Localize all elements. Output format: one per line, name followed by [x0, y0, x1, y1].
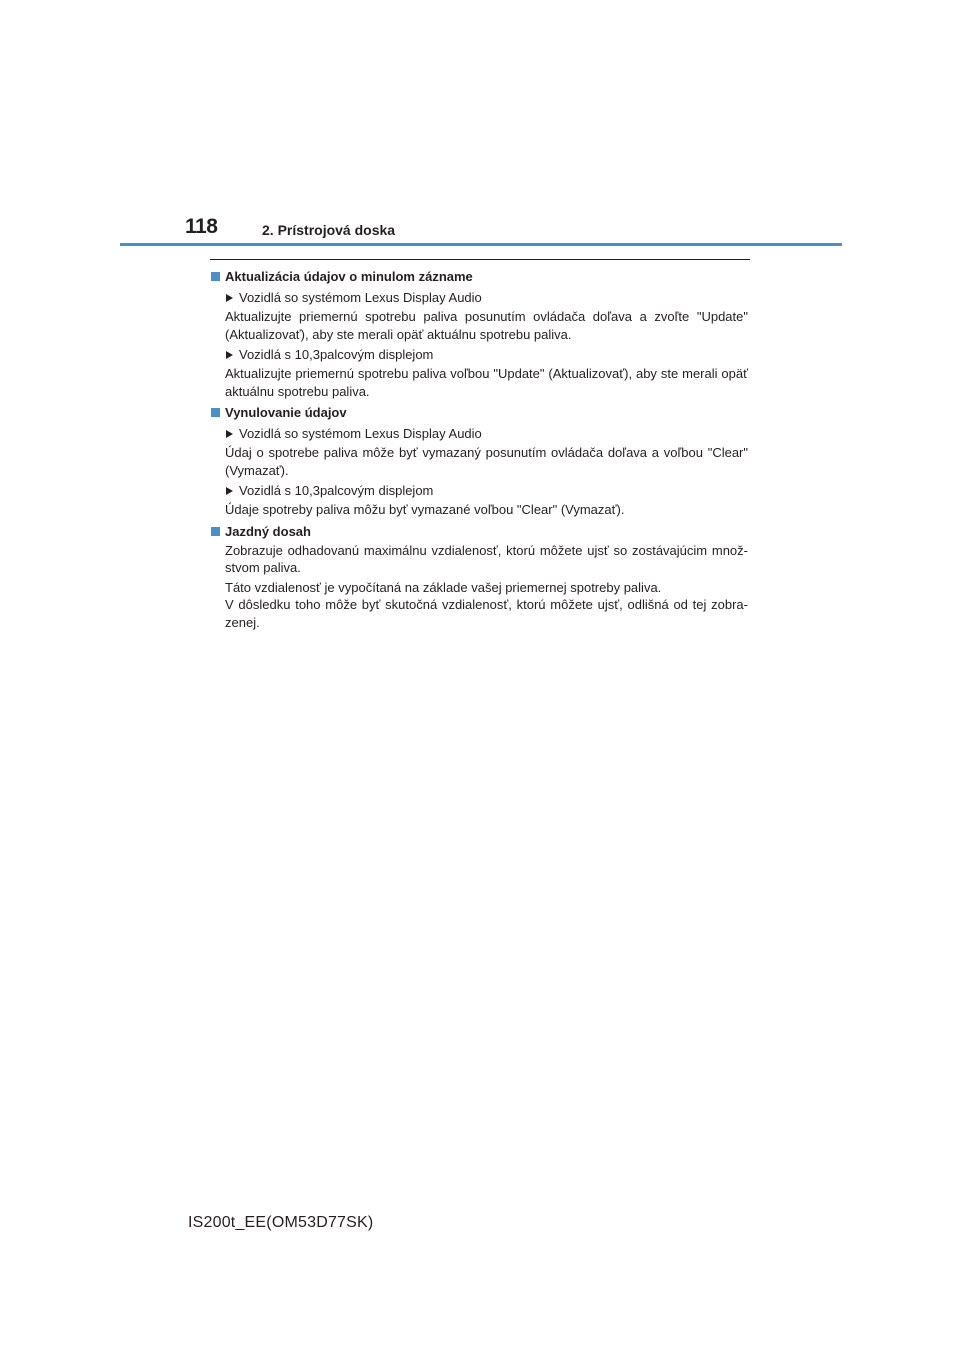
- section-heading: [210, 402, 748, 423]
- square-bullet-icon: [211, 408, 220, 417]
- triangle-bullet-icon: [226, 294, 233, 302]
- model-code: IS200t_EE(OM53D77SK): [188, 1214, 374, 1231]
- content-top-divider: [210, 259, 750, 260]
- section-heading-text: Jazdný dosah: [225, 523, 311, 539]
- section-driving-range: [210, 521, 748, 632]
- subheading-text: Vozidlá s 10,3palcovým displejom: [239, 347, 434, 362]
- square-bullet-icon: [211, 527, 220, 536]
- subheading: [210, 345, 748, 365]
- subheading-text: Vozidlá so systémom Lexus Display Audio: [239, 290, 482, 305]
- square-bullet-icon: [211, 272, 220, 281]
- section-heading: [210, 521, 748, 542]
- triangle-bullet-icon: [226, 487, 233, 495]
- paragraph: Aktualizujte priemernú spotrebu paliva voľbou "Update" (Aktualizovať), aby ste merali opäť aktuálnu spotrebu paliva.: [225, 366, 748, 399]
- subheading: [210, 481, 748, 501]
- paragraph: Údaje spotreby paliva môžu byť vymazané voľbou "Clear" (Vymazať).: [225, 502, 625, 517]
- page-number: 118: [185, 215, 218, 238]
- header-divider: [120, 243, 842, 246]
- section-heading-text: Vynulovanie údajov: [225, 405, 347, 420]
- main-content: [210, 266, 748, 633]
- subheading-text: Vozidlá so systémom Lexus Display Audio: [239, 426, 482, 441]
- triangle-bullet-icon: [226, 430, 233, 438]
- paragraph: V dôsledku toho môže byť skutočná vzdialenosť, ktorú môžete ujsť, odlišná od tej zobra-zenej.: [225, 597, 748, 630]
- subheading: [210, 424, 748, 444]
- paragraph: Aktualizujte priemernú spotrebu paliva posunutím ovládača doľava a zvoľte "Update" (Aktualizovať), aby ste merali opäť aktuálnu spotrebu paliva.: [225, 309, 748, 342]
- section-reset-data: [210, 402, 748, 519]
- section-heading-text: Aktualizácia údajov o minulom zázname: [225, 269, 473, 284]
- section-heading: [210, 266, 748, 287]
- subheading: [210, 288, 748, 308]
- paragraph: Zobrazuje odhadovanú maximálnu vzdialenosť, ktorú môžete ujsť so zostávajúcim množ-stvom paliva.: [225, 542, 748, 575]
- section-history-update: [210, 266, 748, 400]
- paragraph: Táto vzdialenosť je vypočítaná na základe vašej priemernej spotreby paliva.: [225, 579, 662, 595]
- triangle-bullet-icon: [226, 351, 233, 359]
- page-header: [0, 0, 960, 250]
- section-title: 2. Prístrojová doska: [262, 222, 396, 238]
- subheading-text: Vozidlá s 10,3palcovým displejom: [239, 483, 434, 498]
- paragraph: Údaj o spotrebe paliva môže byť vymazaný posunutím ovládača doľava a voľbou "Clear" (Vymazať).: [225, 445, 748, 478]
